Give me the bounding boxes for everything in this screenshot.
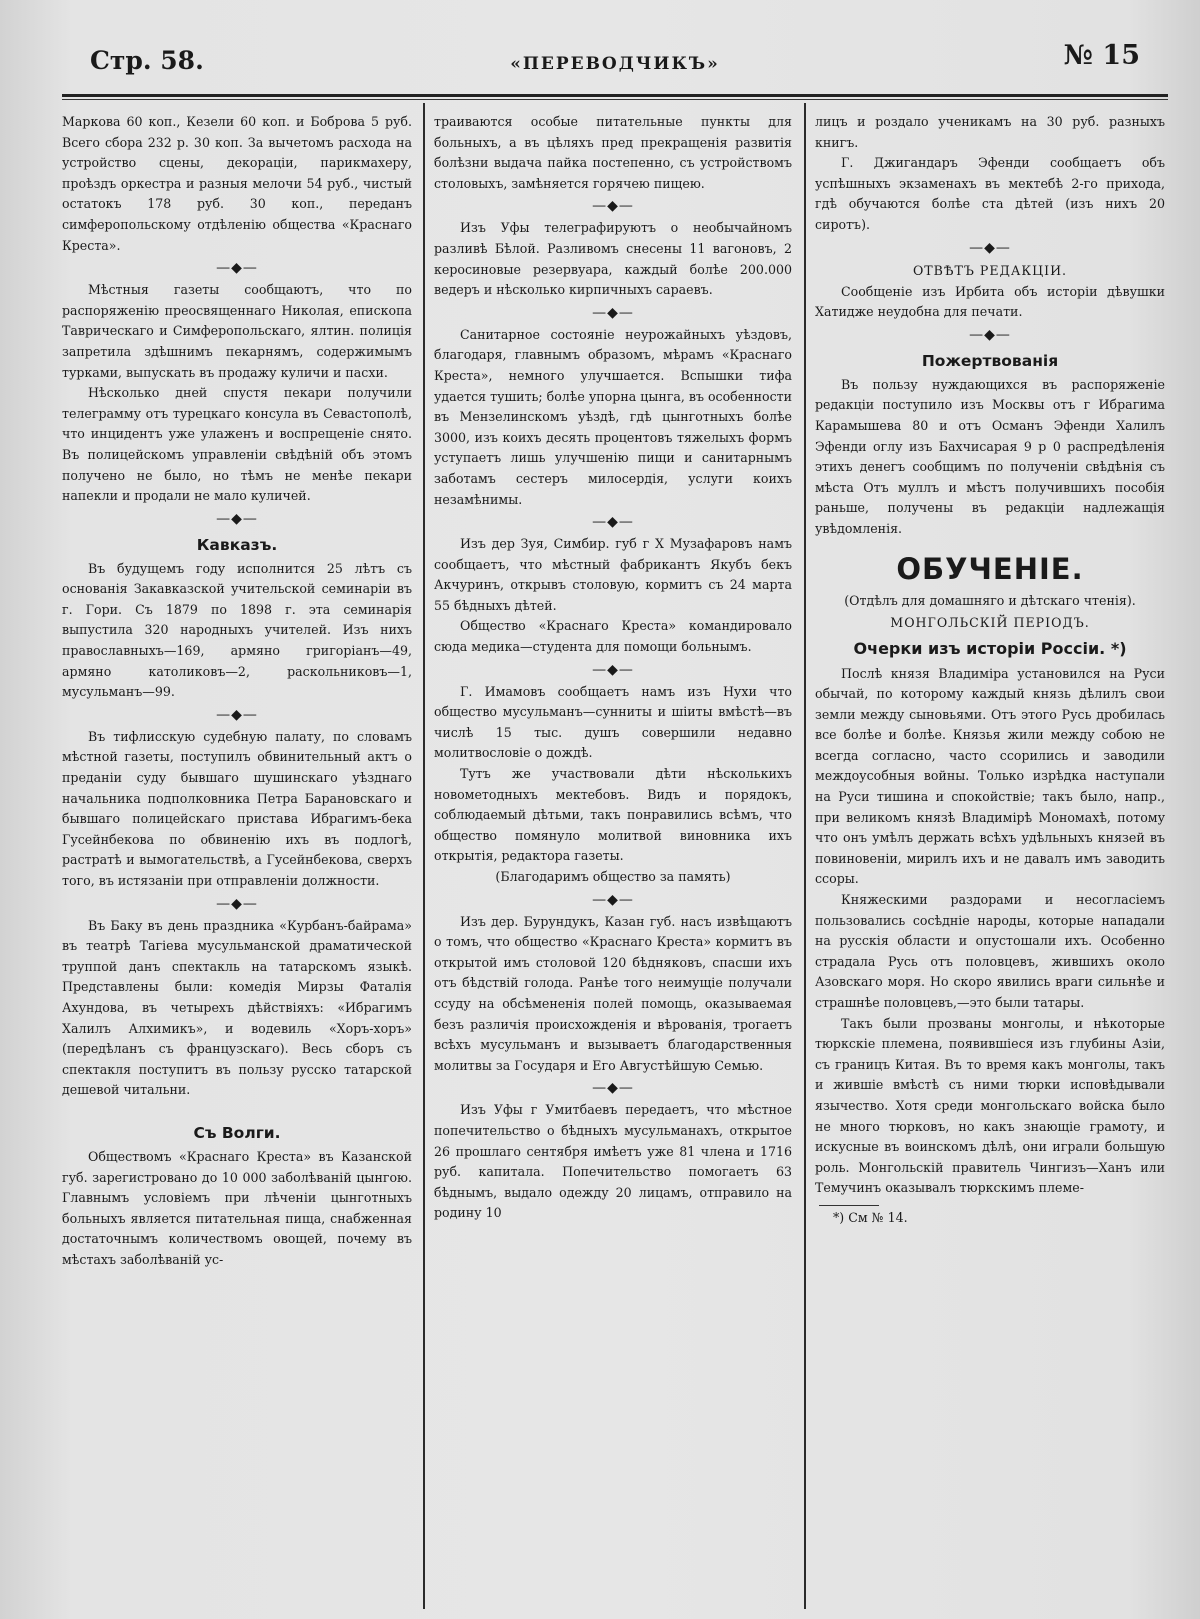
article-text: Въ тифлисскую судебную палату, по словамъ мѣстной газеты, поступилъ обвинительный актъ о преданiи суду бывшаго шушинскаго уѣзднаго начальника подполковника Петра Барановскаго и бывшаго полицейскаго пристава Ибрагимъ-бека Гусейнбекова по обвиненiю ихъ въ подлогѣ, растратѣ и вымогательствѣ, а Гусейнбекова, сверхъ того, въ истязанiи при отправленiи должности. bbox=[62, 728, 412, 888]
separator-ornament: —◆— bbox=[592, 891, 634, 908]
article-text: Мѣстныя газеты сообщаютъ, что по распоряженiю преосвященнаго Николая, епископа Таврическаго и Симферопольскаго, ялтин. полицiя запретила здѣшнимъ пекарнямъ, содержимымъ турками, выпускать въ продажу куличи и пасхи. bbox=[62, 282, 412, 380]
separator-ornament: —◆— bbox=[592, 304, 634, 321]
article-text: Санитарное состоянiе неурожайныхъ уѣздовъ, благодаря, главнымъ образомъ, мѣрамъ «Краснаго Креста», немного улучшается. Вспышки тифа удается тушить; болѣе упорна цынга, въ особенности въ Мензелинскомъ уѣздѣ, гдѣ цынготныхъ болѣе 3000, изъ коихъ десять процентовъ тяжелыхъ формъ уступаетъ лишь улучшенiю пищи и санитарнымъ заботамъ сестеръ милосердiя, услуги коихъ незамѣнимы. bbox=[434, 326, 792, 507]
article-text: Г. Джигандаръ Эфенди сообщаетъ объ успѣшныхъ экзаменахъ въ мектебѣ 2-го прихода, гдѣ обучаются болѣе ста дѣтей (изъ нихъ 20 сиротъ). bbox=[815, 155, 1165, 232]
footnote-rule bbox=[819, 1205, 879, 1206]
article-text: Маркова 60 коп., Кезели 60 коп. и Боброва 5 руб. Всего сбора 232 р. 30 коп. За вычетомъ расхода на устройство сцены, декорацiи, парикмахеру, проѣздъ оркестра и разныя мелочи 54 руб., чистый остатокъ 178 руб. 30 коп., переданъ симферопольскому отдѣленiю общества «Краснаго Креста». bbox=[62, 114, 412, 253]
section-heading-donations: Пожертвованiя bbox=[921, 351, 1059, 370]
section-heading-kavkaz: Кавказъ. bbox=[196, 535, 278, 554]
article-text: Тутъ же участвовали дѣти нѣсколькихъ новометодныхъ мектебовъ. Видъ и порядокъ, соблюдаемый дѣтьми, такъ понравились всѣмъ, что общество помянуло молитвой виновника ихъ открытiя, редактора газеты. bbox=[434, 766, 792, 864]
article-text: Сообщенiе изъ Ирбита объ исторiи дѣвушки Хатидже неудобна для печати. bbox=[815, 283, 1165, 320]
article-text: Въ Баку въ день праздника «Курбанъ-байрама» въ театрѣ Тагiева мусульманской драматической труппой данъ спектакль на татарскомъ языкѣ. Представлены были: комедiя Мирзы Фаталiя Ахундова, въ четырехъ дѣйствiяхъ: «Ибрагимъ Халилъ Алхимикъ», и водевиль «Хоръ-хоръ» (передѣланъ съ французскаго). Весь сборъ съ спектакля поступитъ въ пользу русско татарской дешевой читальни. bbox=[62, 917, 412, 1098]
header-rule-thin bbox=[62, 99, 1168, 100]
column-divider bbox=[423, 103, 425, 1609]
article-text: Въ пользу нуждающихся въ распоряженiе редакцiи поступило изъ Москвы отъ г Ибрагима Карамышева 80 и отъ Османъ Эфенди Халилъ Эфенди оглу изъ Бахчисарая 9 р 0 распредѣленiя этихъ денегъ сообщимъ по полученiи свѣдѣнiя съ мѣста Отъ муллъ и мѣстъ получившихъ пособiя раньше, получены въ редакцiи надлежащiя увѣдомленiя. bbox=[815, 376, 1165, 536]
column-divider bbox=[804, 103, 806, 1609]
separator-ornament: —◆— bbox=[592, 1080, 634, 1097]
issue-number: № 15 bbox=[1063, 40, 1140, 71]
section-heading-editorial-reply: ОТВѢТЪ РЕДАКЦIИ. bbox=[912, 262, 1068, 278]
article-text: Такъ были прозваны монголы, и нѣкоторые тюркскiе племена, появившiеся изъ глубины Азiи, съ границъ Китая. Въ то время какъ монголы, такъ и жившiе вмѣстѣ съ ними тюрки исповѣдывали язычество. Хотя среди монгольскаго войска было не много тюрковъ, но какъ знающiе грамоту, и искусные въ воинскомъ дѣлѣ, они играли большую роль. Монгольскiй правитель Чингизъ—Ханъ или Темучинъ оказывалъ тюркскимъ племе- bbox=[815, 1015, 1165, 1196]
section-subtitle-period: МОНГОЛЬСКIЙ ПЕРIОДЪ. bbox=[890, 614, 1090, 630]
article-text: Г. Имамовъ сообщаетъ намъ изъ Нухи что общество мусульманъ—сунниты и шiиты вмѣстѣ—въ числѣ 15 тыс. душъ совершили недавно молитвословiе о дождѣ. bbox=[434, 683, 792, 761]
section-heading-volga: Съ Волги. bbox=[193, 1123, 281, 1142]
separator-ornament: —◆— bbox=[216, 706, 258, 723]
article-title: Очерки изъ исторiи Россiи. *) bbox=[853, 638, 1127, 658]
column-2 bbox=[434, 112, 792, 1599]
article-text: лицъ и роздало ученикамъ на 30 руб. разныхъ книгъ. bbox=[815, 114, 1165, 150]
separator-ornament: —◆— bbox=[216, 510, 258, 527]
column-1 bbox=[62, 112, 412, 1599]
separator-ornament: —◆— bbox=[216, 895, 258, 912]
section-heading-education: ОБУЧЕНIЕ. bbox=[896, 551, 1084, 586]
column-3 bbox=[815, 112, 1165, 1599]
article-text: Нѣсколько дней спустя пекари получили телеграмму отъ турецкаго консула въ Севастополѣ, что инцидентъ уже улаженъ и воспрещенiе снято. Въ полицейскомъ управленiи свѣдѣнiй объ этомъ получено не было, но тѣмъ не менѣе пекари напекли и продали не мало куличей. bbox=[62, 385, 412, 504]
article-text: Изъ Уфы г Умитбаевъ передаетъ, что мѣстное попечительство о бѣдныхъ мусульманахъ, открытое 26 прошлаго сентября имѣетъ уже 81 члена и 1716 руб. капитала. Попечительство помогаетъ 63 бѣднымъ, выдало одежду 20 лицамъ, отправило на родину 10 bbox=[434, 1102, 792, 1221]
separator-ornament: —◆— bbox=[969, 239, 1011, 256]
separator-ornament: —◆— bbox=[592, 514, 634, 531]
article-text: Изъ дер. Бурундукъ, Казан губ. насъ извѣщаютъ о томъ, что общество «Краснаго Креста» кормитъ въ открытой имъ столовой 120 бѣдняковъ, спасши ихъ отъ бѣдствiй голода. Ранѣе того неимущiе получали ссуду на обсѣмененiя полей помощь, оказываемая безъ различiя происхожденiя и вѣрованiя, трогаетъ всѣхъ мусульманъ и вызываетъ благодарственныя молитвы за Государя и Его Августѣйшую Семью. bbox=[434, 913, 792, 1073]
page-number: Стр. 58. bbox=[90, 46, 204, 75]
article-text: Княжескими раздорами и несогласiемъ пользовались сосѣднiе народы, которые нападали на русскiя области и опустошали ихъ. Особенно страдала Русь отъ половцевъ, жившихъ около Азовскаго моря. Но скоро явились враги сильнѣе и страшнѣе половцевъ,—это были татары. bbox=[815, 892, 1165, 1010]
separator-ornament: —◆— bbox=[592, 661, 634, 678]
article-text: траиваются особые питательные пункты для больныхъ, а въ цѣляхъ пред прекращенiя развитiя болѣзни выдача пайка постепенно, съ устройствомъ столовыхъ, замѣняется горячею пищею. bbox=[434, 114, 792, 191]
masthead bbox=[62, 30, 1168, 90]
article-text: Въ будущемъ году исполнится 25 лѣтъ съ основанiя Закавказской учительской семинарiи въ г. Гори. Съ 1879 по 1898 г. эта семинарiя выпустила 320 народныхъ учителей. Изъ нихъ православныхъ—169, армяно григорiанъ—49, армяно католиковъ—2, раскольниковъ—1, мусульманъ—99. bbox=[62, 560, 412, 700]
separator-ornament: —◆— bbox=[592, 198, 634, 215]
article-text: Обществомъ «Краснаго Креста» въ Казанской губ. зарегистровано до 10 000 заболѣванiй цынгою. Главнымъ условiемъ при лѣченiи цынготныхъ больныхъ является питательная пища, снабженная достаточнымъ количествомъ овощей, почему въ мѣстахъ заболѣванiй ус- bbox=[62, 1148, 412, 1267]
article-text: Изъ Уфы телеграфируютъ о необычайномъ разливѣ Бѣлой. Разливомъ снесены 11 вагоновъ, 2 керосиновые резервуара, каждый болѣе 200.000 ведеръ и нѣсколько кирпичныхъ сараевъ. bbox=[434, 220, 792, 298]
section-subtitle: (Отдѣлъ для домашняго и дѣтскаго чтенiя). bbox=[844, 592, 1136, 608]
article-text: Изъ дер Зуя, Симбир. губ г Х Музафаровъ намъ сообщаетъ, что мѣстный фабрикантъ Якубъ бекъ Акчуринъ, открывъ столовую, кормитъ съ 24 марта 55 бѣдныхъ дѣтей. bbox=[434, 536, 792, 613]
article-text: (Благодаримъ общество за память) bbox=[495, 869, 731, 884]
footnote: *) См № 14. bbox=[833, 1209, 908, 1225]
header-rule bbox=[62, 94, 1168, 97]
article-text: Общество «Краснаго Креста» командировало сюда медика—студента для помощи больнымъ. bbox=[434, 618, 792, 655]
separator-ornament: —◆— bbox=[216, 260, 258, 277]
article-text: Послѣ князя Владимiра установился на Руси обычай, по которому каждый князь дѣлилъ свои земли между сыновьями. Отъ этого Русь дробилась все болѣе и болѣе. Князья жили между собою не всегда согласно, часто ссорились и заводили междоусобныя войны. Только изрѣдка наступали на Руси тишина и спокойствiе; такъ было, напр., при великомъ князѣ Владимiрѣ Мономахѣ, потому что онъ умѣлъ держать всѣхъ удѣльныхъ князей въ повиновенiи, мирилъ ихъ и не давалъ имъ заводить ссоры. bbox=[815, 665, 1165, 887]
separator-ornament: —◆— bbox=[969, 326, 1011, 343]
newspaper-title: «ПЕРЕВОДЧИКЪ» bbox=[510, 54, 720, 74]
